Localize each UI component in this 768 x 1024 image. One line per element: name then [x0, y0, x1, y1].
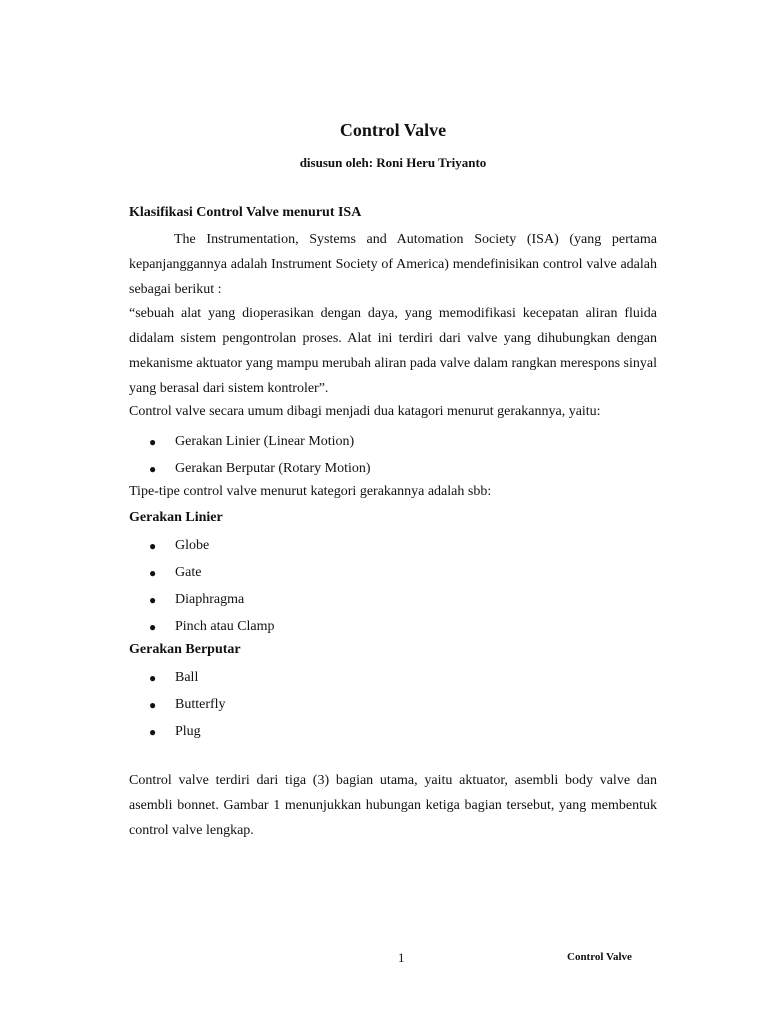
linear-heading: Gerakan Linier [129, 510, 223, 525]
bullet-icon: ● [149, 620, 157, 634]
list-item: ● Gate [129, 563, 275, 590]
bullet-icon: ● [149, 435, 157, 449]
linear-type-list [129, 536, 275, 644]
bullet-icon: ● [149, 539, 157, 553]
intro-paragraph: The Instrumentation, Systems and Automation Society (ISA) (yang pertama kepanjanggannya adalah Instrument Society of America) mendefinisikan control valve adalah sebagai berikut : [129, 232, 657, 297]
page-number: 1 [398, 950, 405, 965]
bullet-icon: ● [149, 671, 157, 685]
rotary-type-list [129, 668, 226, 749]
list-item: ● Butterfly [129, 695, 226, 722]
list-item: ● Diaphragma [129, 590, 275, 617]
bullet-icon: ● [149, 725, 157, 739]
bullet-icon: ● [149, 593, 157, 607]
bullet-icon: ● [149, 462, 157, 476]
author-line: disusun oleh: Roni Heru Triyanto [299, 155, 487, 170]
list-item: ● Gerakan Berputar (Rotary Motion) [129, 459, 371, 486]
closing-paragraph: Control valve terdiri dari tiga (3) bagian utama, yaitu aktuator, asembli body valve dan asembli bonnet. Gambar 1 menunjukkan hubungan ketiga bagian tersebut, yang membentuk control valve lengkap. [129, 773, 657, 838]
section-heading: Klasifikasi Control Valve menurut ISA [129, 205, 362, 220]
list-item: ● Globe [129, 536, 275, 563]
categories-intro: Control valve secara umum dibagi menjadi dua katagori menurut gerakannya, yaitu: [129, 404, 601, 419]
list-item: ● Gerakan Linier (Linear Motion) [129, 432, 371, 459]
types-intro: Tipe-tipe control valve menurut kategori gerakannya adalah sbb: [129, 484, 492, 499]
running-title: Control Valve [567, 951, 632, 963]
category-list [129, 432, 371, 486]
document-title: Control Valve [339, 120, 447, 140]
list-item: ● Pinch atau Clamp [129, 617, 275, 644]
quote-paragraph: “sebuah alat yang dioperasikan dengan daya, yang memodifikasi kecepatan aliran fluida didalam sistem pengontrolan proses. Alat ini terdiri dari valve yang dihubungkan dengan mekanisme aktuator yang mampu merubah aliran pada valve dalam rangkan merespons sinyal yang berasal dari sistem kontroler”. [129, 306, 657, 396]
rotary-heading: Gerakan Berputar [129, 642, 241, 657]
list-item: ● Plug [129, 722, 226, 749]
list-item: ● Ball [129, 668, 226, 695]
bullet-icon: ● [149, 566, 157, 580]
bullet-icon: ● [149, 698, 157, 712]
